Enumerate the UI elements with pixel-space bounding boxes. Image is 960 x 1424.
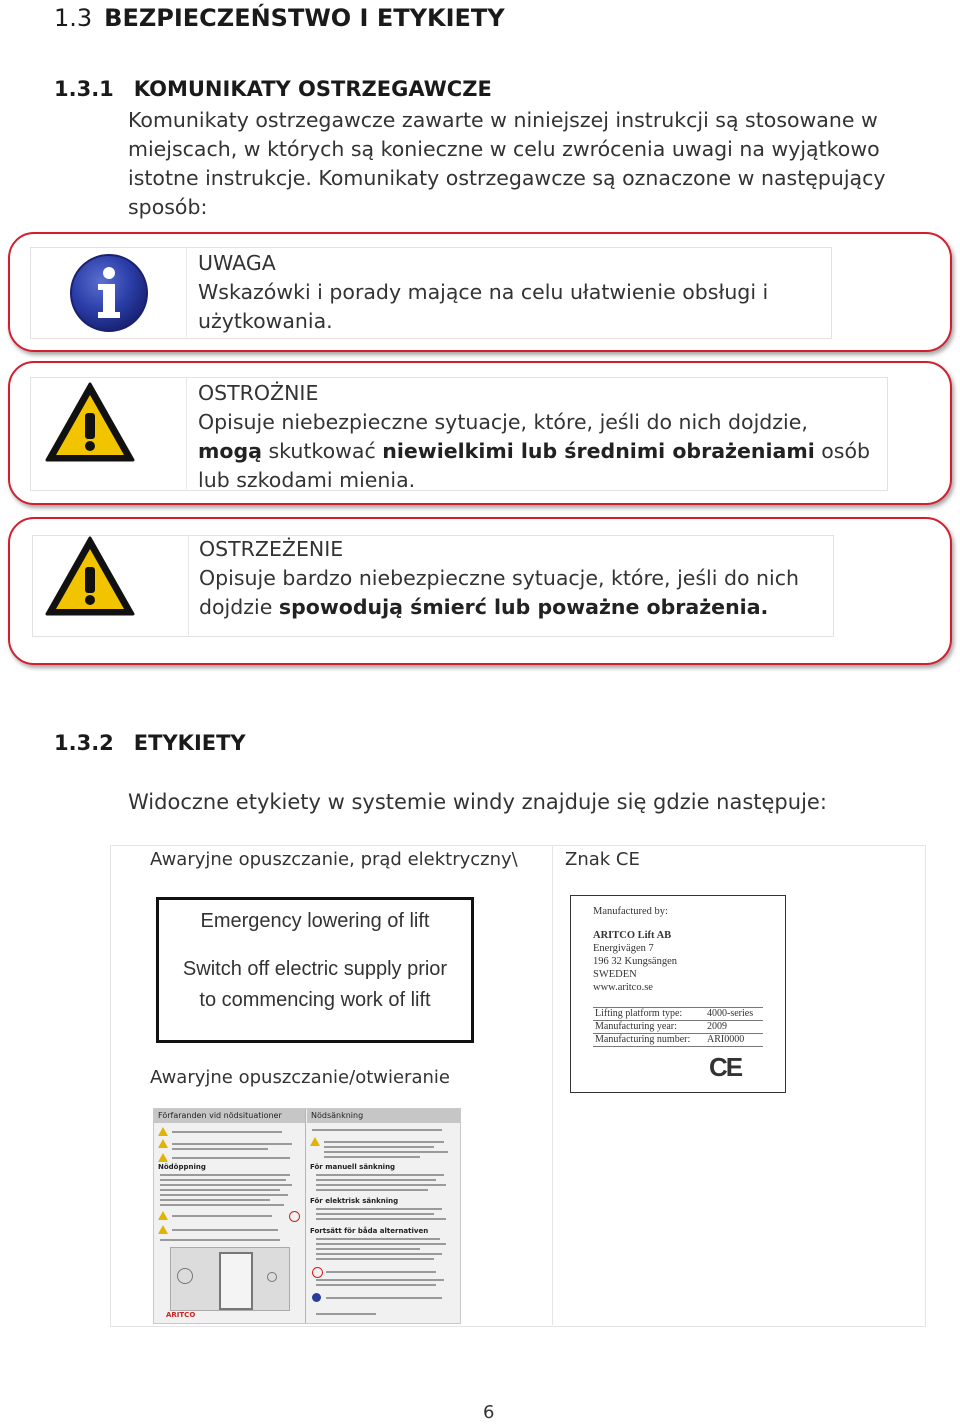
sheet-text-line: [324, 1156, 420, 1158]
subsection-heading-labels: [54, 731, 246, 755]
sheet-text-line: [316, 1243, 446, 1245]
sheet-text-line: [324, 1146, 434, 1148]
sheet-text-line: [316, 1179, 436, 1181]
sheet-text-line: [316, 1218, 446, 1220]
caution-text-part: osób lub szkodami mienia.: [198, 439, 871, 492]
warning-icon: [158, 1211, 168, 1220]
emergency-label-line: Switch off electric supply prior: [182, 958, 448, 980]
ce-spec-key: Manufacturing year:: [595, 1021, 677, 1032]
warning-text-part: Opisuje bardzo niebezpieczne sytuacje, które, jeśli do nich dojdzie: [199, 566, 799, 619]
sheet-text-line: [160, 1189, 280, 1191]
warning-text-bold: spowodują śmierć lub poważne obrażenia.: [278, 595, 769, 619]
sheet-right-header: Nödsänkning: [307, 1109, 460, 1123]
emergency-label-line: to commencing work of lift: [199, 989, 431, 1011]
warning-text: [199, 564, 839, 622]
sheet-text-line: [316, 1279, 444, 1281]
caution-text-part: Opisuje niebezpieczne sytuacje, które, jeśli do nich dojdzie,: [198, 410, 808, 434]
ce-spec-value: 2009: [707, 1021, 727, 1032]
ce-postal: 196 32 Kungsängen: [593, 956, 677, 967]
warning-icon: [158, 1225, 168, 1234]
sheet-subheading: Fortsätt för båda alternativen: [310, 1227, 429, 1235]
section-heading: [54, 4, 505, 32]
ce-spec-row: [593, 1021, 763, 1034]
caution-text-block: [198, 379, 878, 495]
sheet-subheading: För manuell sänkning: [310, 1163, 396, 1171]
warning-icon-cell: [32, 535, 189, 635]
caution-text-part: skutkować: [268, 439, 376, 463]
ce-spec-row: [593, 1034, 763, 1047]
caution-text-bold: mogą: [198, 439, 262, 463]
section-title: BEZPIECZEŃSTWO I ETYKIETY: [104, 4, 505, 32]
ce-spec-key: Manufacturing number:: [595, 1034, 691, 1045]
ce-spec-row: [593, 1008, 763, 1021]
subsection-number: 1.3.1: [54, 77, 114, 101]
warning-icon: [158, 1127, 168, 1136]
subsection-number: 1.3.2: [54, 731, 114, 755]
sheet-text-line: [316, 1184, 446, 1186]
ce-street: Energivägen 7: [593, 943, 654, 954]
note-text-block: [198, 249, 818, 336]
lift-callout-circle: [267, 1272, 277, 1282]
emergency-procedures-sheet-image: [153, 1108, 461, 1324]
sheet-subheading: Nödöppning: [158, 1163, 206, 1171]
ce-manufactured-by: Manufactured by:: [593, 906, 668, 917]
subsection-title: KOMUNIKATY OSTRZEGAWCZE: [133, 77, 492, 101]
note-callout: [8, 232, 952, 352]
subsection-heading-warnings: [54, 77, 492, 101]
sheet-text-line: [160, 1174, 290, 1176]
sheet-text-line: [324, 1151, 448, 1153]
sheet-text-line: [160, 1199, 270, 1201]
sheet-text-line: [316, 1253, 442, 1255]
caution-callout: [8, 361, 952, 505]
note-icon-cell: [30, 247, 187, 337]
sheet-text-line: [160, 1239, 280, 1241]
sheet-text-line: [160, 1194, 288, 1196]
sheet-text-line: [172, 1143, 292, 1145]
sheet-text-line: [316, 1258, 434, 1260]
subsection-title: ETYKIETY: [133, 731, 246, 755]
sheet-text-line: [326, 1297, 442, 1299]
sheet-divider: [305, 1109, 306, 1323]
sheet-text-line: [326, 1271, 436, 1273]
lift-callout-circle: [177, 1268, 193, 1284]
ce-mark-caption: Znak CE: [565, 849, 640, 870]
sheet-subheading: För elektrisk sänkning: [310, 1197, 399, 1205]
sheet-text-line: [160, 1204, 284, 1206]
ce-spec-table: [593, 1007, 763, 1047]
page-number: 6: [483, 1402, 495, 1423]
sheet-text-line: [316, 1213, 434, 1215]
emergency-electric-caption: Awaryjne opuszczanie, prąd elektryczny\: [150, 849, 518, 870]
sheet-text-line: [324, 1141, 444, 1143]
ce-country: SWEDEN: [593, 969, 637, 980]
lift-diagram: [170, 1247, 290, 1311]
warning-triangle-icon: [44, 381, 136, 463]
labels-table-divider: [552, 845, 553, 1325]
sheet-text-line: [316, 1284, 436, 1286]
sheet-text-line: [172, 1229, 278, 1231]
lift-door-drawing: [219, 1252, 253, 1310]
ce-company: ARITCO Lift AB: [593, 930, 672, 941]
sheet-text-line: [316, 1313, 376, 1315]
caution-text: [198, 408, 878, 495]
ce-spec-key: Lifting platform type:: [595, 1008, 683, 1019]
ce-web: www.aritco.se: [593, 982, 653, 993]
ce-spec-value: ARI0000: [707, 1034, 745, 1045]
caution-heading: OSTROŻNIE: [198, 381, 319, 405]
note-text: Wskazówki i porady mające na celu ułatwienie obsługi i użytkowania.: [198, 280, 769, 333]
prohibition-icon: [289, 1211, 300, 1222]
warning-icon: [310, 1137, 320, 1146]
warning-callout: [8, 517, 952, 665]
emergency-label-line: Emergency lowering of lift: [200, 910, 430, 932]
warning-icon: [158, 1153, 168, 1162]
sheet-text-line: [172, 1157, 290, 1159]
warning-triangle-icon: [44, 535, 136, 617]
emergency-opening-caption: Awaryjne opuszczanie/otwieranie: [150, 1067, 450, 1088]
sheet-left-header: Förfaranden vid nödsituationer: [154, 1109, 305, 1123]
sheet-text-line: [172, 1215, 272, 1217]
sheet-text-line: [160, 1179, 286, 1181]
sheet-text-line: [160, 1184, 292, 1186]
sheet-text-line: [172, 1131, 282, 1133]
labels-intro: Widoczne etykiety w systemie windy znajduje się gdzie następuje:: [128, 790, 827, 814]
sheet-text-line: [316, 1248, 420, 1250]
note-heading: UWAGA: [198, 251, 276, 275]
sheet-text-line: [316, 1208, 442, 1210]
info-icon: [68, 252, 150, 334]
warning-heading: OSTRZEŻENIE: [199, 537, 344, 561]
caution-text-bold: niewielkimi lub średnimi obrażeniami: [382, 439, 815, 463]
ce-spec-value: 4000-series: [707, 1008, 754, 1019]
section-number: 1.3: [54, 4, 93, 32]
ce-mark-logo: CE: [709, 1052, 742, 1082]
prohibition-icon: [312, 1267, 323, 1278]
aritco-logo: ARITCO: [166, 1311, 196, 1319]
warning-text-block: [199, 535, 839, 622]
sheet-text-line: [316, 1174, 444, 1176]
sheet-text-line: [312, 1129, 442, 1131]
info-icon: [312, 1293, 321, 1302]
warnings-intro: Komunikaty ostrzegawcze zawarte w niniejszej instrukcji są stosowane w miejscach, w których są konieczne w celu zwrócenia uwagi na wyjątkowo istotne instrukcje. Komunikaty ostrzegawcze są oznaczone w następujący sposób:: [128, 108, 886, 219]
caution-icon-cell: [30, 377, 187, 489]
warning-icon: [158, 1139, 168, 1148]
sheet-text-line: [316, 1238, 440, 1240]
emergency-lowering-label-image: [156, 897, 474, 1043]
sheet-text-line: [316, 1189, 428, 1191]
ce-nameplate-image: [570, 895, 786, 1093]
sheet-text-line: [172, 1148, 268, 1150]
